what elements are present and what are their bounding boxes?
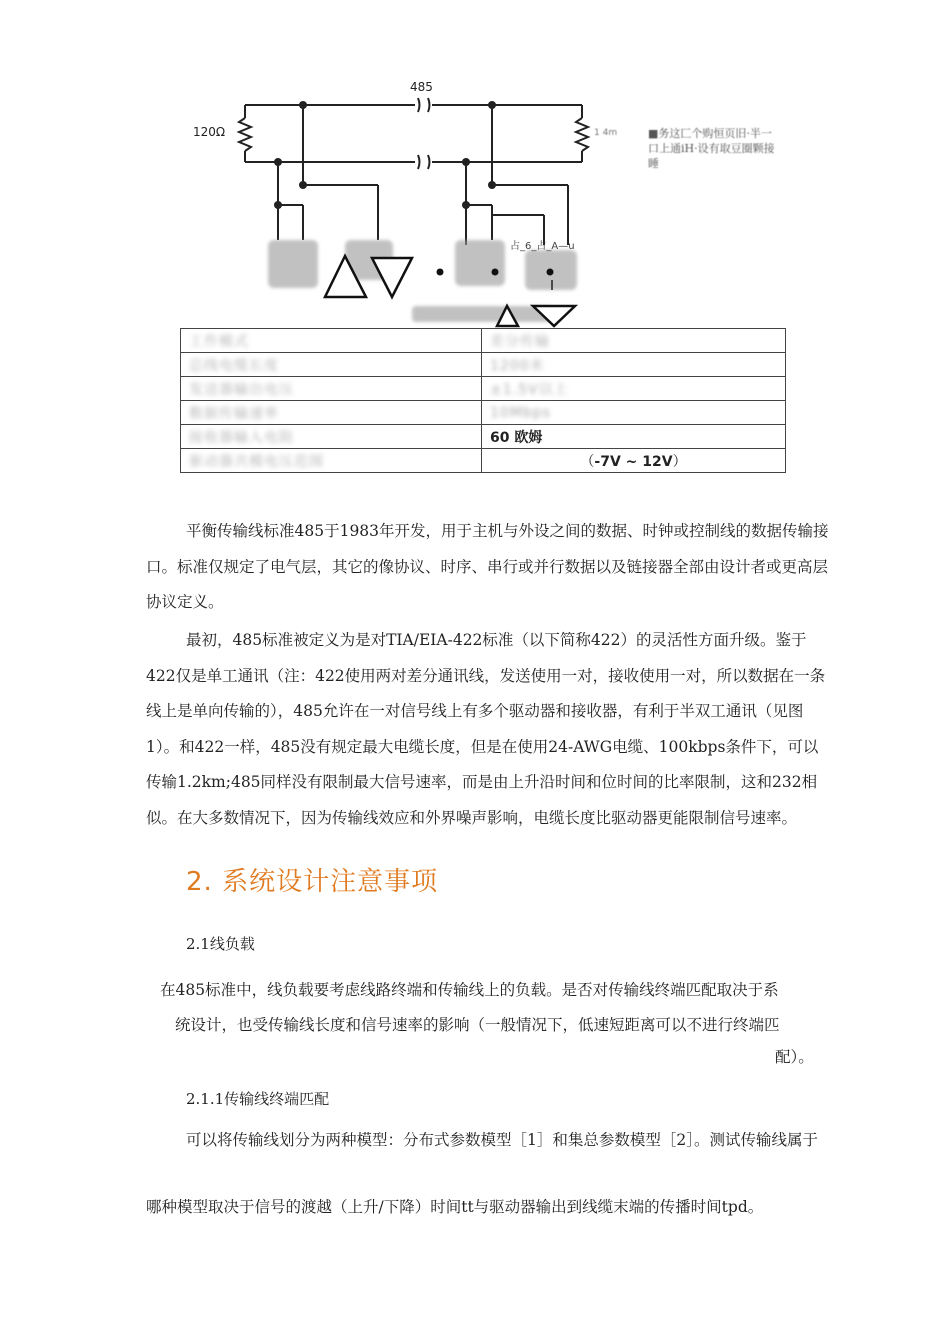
subsection-termination: 2.1.1传输线终端匹配 [186, 1090, 330, 1108]
table-cell-value: 60 欧姆 [482, 425, 786, 449]
table-cell-value: 10Mbps [482, 401, 786, 425]
figure-side-tag: 占_6_占_A—u [510, 241, 575, 252]
section-heading: 2. 系统设计注意事项 [186, 867, 439, 897]
table-row [181, 425, 786, 449]
paragraph-line-load-3: 配）。 [775, 1048, 814, 1066]
right-resistor-label: 1 4m [594, 128, 618, 138]
table-row [181, 353, 786, 377]
table-cell-label: 驱动器共模电压范围 [181, 449, 482, 473]
paragraph-line-load-1: 在485标准中，线负载要考虑线路终端和传输线上的负载。是否对传输线终端匹配取决于系 [160, 981, 779, 999]
paragraph-models [146, 1125, 830, 1156]
subsection-line-load: 2.1线负载 [186, 935, 255, 953]
paragraph-models-2: 哪种模型取决于信号的渡越（上升/下降）时间tt与驱动器输出到线缆末端的传播时间tpd。 [146, 1198, 764, 1216]
table-cell-value: ±1.5V以上 [482, 377, 786, 401]
paragraph-intro [146, 514, 830, 621]
table-row [181, 329, 786, 353]
table-cell-value: 1200米 [482, 353, 786, 377]
table-cell-value: 差分传输 [482, 329, 786, 353]
table-row [181, 401, 786, 425]
paragraph-intro-text: 平衡传输线标准485于1983年开发，用于主机与外设之间的数据、时钟或控制线的数据传输接口。标准仅规定了电气层，其它的像协议、时序、串行或并行数据以及链接器全部由设计者或更高层协议定义。 [146, 522, 829, 611]
paragraph-models-text: 可以将传输线划分为两种模型：分布式参数模型［1］和集总参数模型［2］。测试传输线属于 [186, 1131, 818, 1149]
table-row [181, 449, 786, 473]
table-row [181, 377, 786, 401]
voltage-range: -7V ~ 12V [594, 453, 673, 470]
table-cell-label: 数据传输速率 [181, 401, 482, 425]
table-cell-label: 发送器输出电压 [181, 377, 482, 401]
table-cell-label: 总线电缆长度 [181, 353, 482, 377]
bus-label: 485 [410, 80, 433, 94]
figure-note: ■务这匚个购恒页旧·半一口上通iH·设有取豆圈颗接睡 [648, 127, 775, 170]
paragraph-line-load-2: 统设计，也受传输线长度和信号速率的影响（一般情况下，低速短距离可以不进行终端匹 [175, 1016, 780, 1034]
table-cell-label: 工作模式 [181, 329, 482, 353]
paragraph-history [146, 623, 830, 836]
table-cell-value: （-7V ~ 12V） [482, 449, 786, 473]
table-cell-label: 接收器输入电阻 [181, 425, 482, 449]
left-resistor-label: 120Ω [193, 125, 226, 139]
rs485-spec-table [180, 328, 786, 473]
paragraph-history-text: 最初，485标准被定义为是对TIA/EIA-422标准（以下简称422）的灵活性方面升级。鉴于422仅是单工通讯（注：422使用两对差分通讯线，发送使用一对，接收使用一对，所以数据在一条线上是单向传输的），485允许在一对信号线上有多个驱动器和接收器，有利于半双工通讯（见图1）。和422一样，485没有规定最大电缆长度，但是在使用24-AWG电缆、100kbps条件下，可以传输1.2km;485同样没有限制最大信号速率，而是由上升沿时间和位时间的比率限制，这和232相似。在大多数情况下，因为传输线效应和外界噪声影响，电缆长度比驱动器更能限制信号速率。 [146, 631, 826, 827]
